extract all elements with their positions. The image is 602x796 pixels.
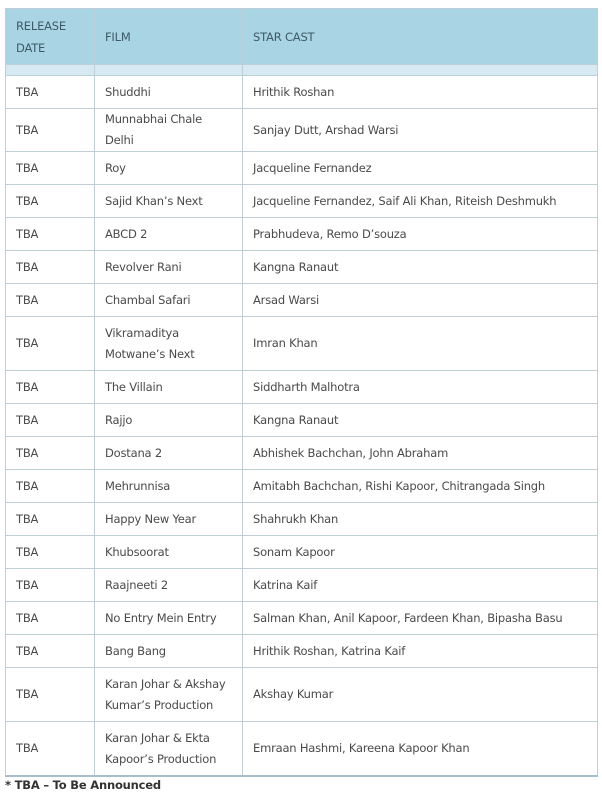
table-row <box>6 437 598 470</box>
star-cast-cell: Sanjay Dutt, Arshad Warsi <box>243 109 598 152</box>
table-row <box>6 185 598 218</box>
header-film: FILM <box>95 9 243 65</box>
release-date-cell: TBA <box>6 722 95 777</box>
release-date-cell: TBA <box>6 218 95 251</box>
header-row <box>6 9 598 65</box>
film-cell: Chambal Safari <box>95 284 243 317</box>
film-cell: Khubsoorat <box>95 536 243 569</box>
film-release-table <box>5 8 598 777</box>
release-date-cell: TBA <box>6 404 95 437</box>
table-row <box>6 251 598 284</box>
release-date-cell: TBA <box>6 470 95 503</box>
release-date-cell: TBA <box>6 76 95 109</box>
table-row <box>6 602 598 635</box>
table-row <box>6 371 598 404</box>
film-cell: The Villain <box>95 371 243 404</box>
header-star-cast: STAR CAST <box>243 9 598 65</box>
film-cell: Raajneeti 2 <box>95 569 243 602</box>
star-cast-cell: Hrithik Roshan <box>243 76 598 109</box>
star-cast-cell: Shahrukh Khan <box>243 503 598 536</box>
release-date-cell: TBA <box>6 317 95 371</box>
star-cast-cell: Sonam Kapoor <box>243 536 598 569</box>
table-row <box>6 284 598 317</box>
star-cast-cell: Abhishek Bachchan, John Abraham <box>243 437 598 470</box>
table-row <box>6 152 598 185</box>
table-row <box>6 218 598 251</box>
star-cast-cell: Salman Khan, Anil Kapoor, Fardeen Khan, Bipasha Basu <box>243 602 598 635</box>
release-date-cell: TBA <box>6 635 95 668</box>
star-cast-cell: Akshay Kumar <box>243 668 598 722</box>
release-date-cell: TBA <box>6 371 95 404</box>
release-date-cell: TBA <box>6 602 95 635</box>
table-row <box>6 722 598 777</box>
table-row <box>6 470 598 503</box>
film-cell: Shuddhi <box>95 76 243 109</box>
release-date-cell: TBA <box>6 668 95 722</box>
film-cell: Roy <box>95 152 243 185</box>
table-row <box>6 404 598 437</box>
spacer-cell <box>95 65 243 76</box>
star-cast-cell: Emraan Hashmi, Kareena Kapoor Khan <box>243 722 598 777</box>
star-cast-cell: Hrithik Roshan, Katrina Kaif <box>243 635 598 668</box>
release-date-cell: TBA <box>6 251 95 284</box>
star-cast-cell: Imran Khan <box>243 317 598 371</box>
release-date-cell: TBA <box>6 437 95 470</box>
table-row <box>6 109 598 152</box>
star-cast-cell: Prabhudeva, Remo D’souza <box>243 218 598 251</box>
release-date-cell: TBA <box>6 109 95 152</box>
spacer-cell <box>6 65 95 76</box>
star-cast-cell: Jacqueline Fernandez, Saif Ali Khan, Riteish Deshmukh <box>243 185 598 218</box>
film-cell: Karan Johar & Ekta Kapoor’s Production <box>95 722 243 777</box>
film-cell: Munnabhai Chale Delhi <box>95 109 243 152</box>
film-cell: Sajid Khan’s Next <box>95 185 243 218</box>
table-row <box>6 317 598 371</box>
footnote: * TBA – To Be Announced <box>5 778 161 792</box>
release-date-cell: TBA <box>6 284 95 317</box>
release-date-cell: TBA <box>6 569 95 602</box>
header-release-date: RELEASE DATE <box>6 9 95 65</box>
film-cell: Rajjo <box>95 404 243 437</box>
star-cast-cell: Kangna Ranaut <box>243 404 598 437</box>
table-row <box>6 536 598 569</box>
film-cell: Vikramaditya Motwane’s Next <box>95 317 243 371</box>
release-date-cell: TBA <box>6 185 95 218</box>
table-row <box>6 635 598 668</box>
release-date-cell: TBA <box>6 536 95 569</box>
film-release-table-container <box>5 8 597 777</box>
star-cast-cell: Katrina Kaif <box>243 569 598 602</box>
table-header <box>6 9 598 76</box>
star-cast-cell: Arsad Warsi <box>243 284 598 317</box>
table-row <box>6 668 598 722</box>
table-row <box>6 76 598 109</box>
spacer-cell <box>243 65 598 76</box>
star-cast-cell: Jacqueline Fernandez <box>243 152 598 185</box>
star-cast-cell: Siddharth Malhotra <box>243 371 598 404</box>
star-cast-cell: Amitabh Bachchan, Rishi Kapoor, Chitrangada Singh <box>243 470 598 503</box>
table-row <box>6 503 598 536</box>
film-cell: Mehrunnisa <box>95 470 243 503</box>
film-cell: Karan Johar & Akshay Kumar’s Production <box>95 668 243 722</box>
table-row <box>6 569 598 602</box>
film-cell: Revolver Rani <box>95 251 243 284</box>
header-spacer-row <box>6 65 598 76</box>
release-date-cell: TBA <box>6 152 95 185</box>
release-date-cell: TBA <box>6 503 95 536</box>
film-cell: ABCD 2 <box>95 218 243 251</box>
film-cell: Dostana 2 <box>95 437 243 470</box>
film-cell: Happy New Year <box>95 503 243 536</box>
star-cast-cell: Kangna Ranaut <box>243 251 598 284</box>
film-cell: Bang Bang <box>95 635 243 668</box>
film-cell: No Entry Mein Entry <box>95 602 243 635</box>
table-body <box>6 76 598 777</box>
